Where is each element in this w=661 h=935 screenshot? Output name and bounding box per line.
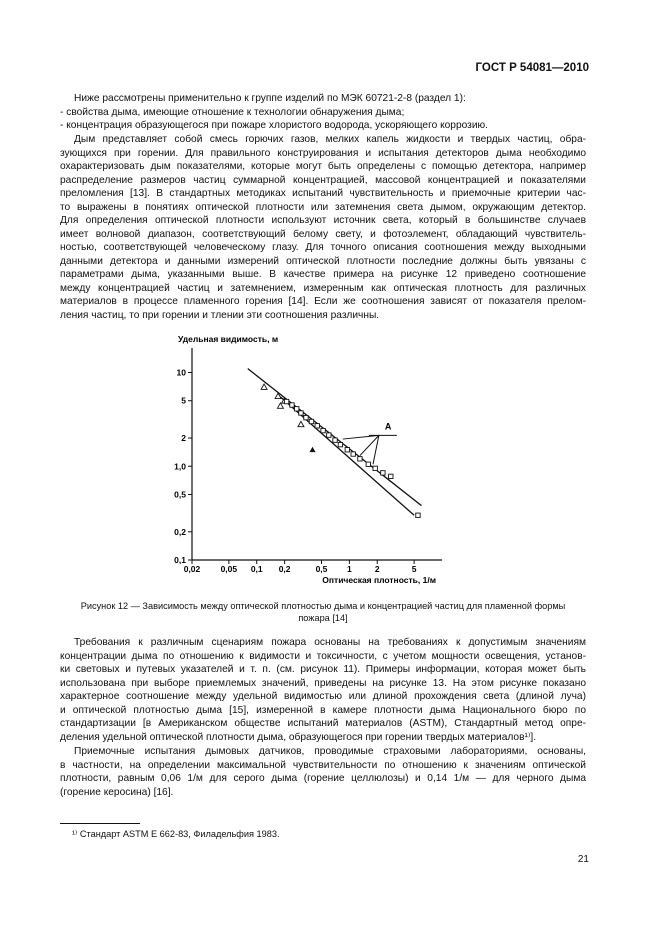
figure-12-chart [150, 320, 480, 590]
y-tick-label: 0,1 [174, 555, 186, 565]
paragraph-line: деления удельной оптической плотности дыма, образующегося при горении твердых материалов¹⁾]. [60, 731, 537, 743]
intro-line: - свойства дыма, имеющие отношение к технологии обнаружения дыма; [60, 106, 405, 118]
footnote: ¹⁾ Стандарт ASTM E 662-83, Филадельфия 1983. [72, 829, 280, 839]
paragraph-line: Для определения оптической плотности используют источник света, который в большинстве случаев [60, 215, 586, 226]
caption-line: Рисунок 12 — Зависимость между оптической плотностью дыма и концентрацией частиц для пламенной формы [80, 601, 566, 611]
data-point-square [299, 411, 303, 415]
x-tick-label: 0,05 [220, 564, 238, 574]
paragraph-line: ностью, соответствующей человеческому глазу. Для точного описания соотношения между выходными [60, 242, 586, 253]
intro-line: Ниже рассмотрены применительно к группе изделий по МЭК 60721-2-8 (раздел 1): [74, 93, 466, 104]
paragraph-fire-scenarios [60, 636, 586, 744]
intro-line: - концентрация образующегося при пожаре хлористого водорода, ускоряющего коррозию. [60, 120, 489, 131]
data-point-square [389, 474, 393, 478]
paragraph-line: плотности, равным 0,06 1/м для серого дыма (горение целлюлозы) и 0,14 1/м — для черного дыма [60, 773, 586, 784]
annotation-label: А [384, 421, 392, 432]
x-axis-title: Оптическая плотность, 1/м [322, 575, 436, 585]
data-point-square [304, 415, 308, 419]
paragraph-line: использована при выборе приемлемых значений, приведены на рисунке 13. На этом рисунке показано [60, 677, 586, 689]
data-point-square [327, 433, 331, 437]
paragraph-line: параметрами дыма, указанными выше. В качестве примера на рисунке 12 приведено соотношение [60, 269, 586, 280]
paragraph-line: распределение размеров частиц суммарной концентрацией, массовой концентрацией и показателями [60, 174, 586, 186]
paragraph-line: ки световых и путевых указателей и т. п. (см. рисунок 11). Примеры информации, которая может быть [60, 664, 586, 675]
document-header: ГОСТ Р 54081—2010 [475, 62, 589, 74]
paragraph-line: Дым представляет собой смесь горючих газов, мелких капель жидкости и твердых частиц, обра- [74, 134, 586, 145]
y-tick-label: 2 [181, 433, 186, 444]
paragraph-smoke-properties [60, 133, 586, 322]
paragraph-line: преломления [13]. В стандартных методиках испытаний чувствительность и приемочные критерии час- [60, 188, 586, 199]
data-point-square [358, 457, 362, 461]
annotation-pointer [373, 435, 379, 464]
data-point-filled-triangle [310, 447, 316, 452]
paragraph-line: Приемочные испытания дымовых датчиков, проводимые страховыми лабораториями, основаны, [74, 746, 586, 757]
paragraph-line: стандартизации [в Американском обществе испытаний материалов (ASTM), Стандартный метод опре- [60, 718, 586, 729]
caption-line: пожара [14] [298, 613, 348, 623]
x-tick-label: 0,5 [315, 564, 328, 574]
data-point-square [333, 438, 337, 442]
paragraph-line: (горение керосина) [16]. [60, 786, 174, 798]
data-point-square [338, 442, 342, 446]
data-point-triangle [298, 421, 304, 426]
paragraph-line: данными детектора и данными измерений оптической плотности последние должны быть увязаны с [60, 255, 586, 267]
x-tick-label: 5 [411, 564, 417, 574]
paragraph-acceptance-tests [60, 745, 586, 799]
y-axis-title: Удельная видимость, м [178, 334, 279, 344]
paragraph-line: материалов в процессе пламенного горения [14]. Если же соотношения зависят от показателя прелом- [60, 296, 586, 307]
footnote-divider [60, 823, 140, 824]
paragraph-line: ления частиц, то при горении и тлении эти соотношения различны. [60, 309, 380, 321]
paragraph-line: Требования к различным сценариям пожара основаны на требованиях к допустимым значениям [74, 637, 586, 648]
intro-block [60, 92, 586, 133]
y-tick-label: 5 [181, 395, 186, 406]
data-point-square [381, 471, 385, 475]
data-point-triangle [261, 384, 267, 389]
y-tick-label: 0,2 [174, 526, 186, 537]
x-tick-label: 1 [347, 564, 352, 574]
x-tick-label: 0,1 [250, 564, 263, 574]
annotation-pointer [343, 435, 379, 439]
paragraph-line: и оптической плотностью дыма [15], измеренной в камере плотности дыма Национального бюро по [60, 704, 586, 716]
data-point-square [373, 466, 377, 470]
figure-caption [60, 600, 586, 624]
y-tick-label: 10 [176, 367, 186, 378]
page-number: 21 [577, 854, 589, 865]
paragraph-line: охарактеризовать дым показателями, которые могут быть определены с помощью детектора, например [60, 161, 586, 172]
trend-line [248, 369, 422, 506]
paragraph-line: имеет волновой диапазон, соответствующий белому свету, и фотоэлемент, обладающий чувствитель- [60, 228, 586, 240]
data-point-square [284, 399, 288, 403]
paragraph-line: то выражены в понятиях оптической плотности или затемнения света дымом, окружающим детектор. [60, 201, 586, 213]
paragraph-line: зующихся при горении. Для правильного конструирования и испытания детекторов дыма необходимо [60, 147, 586, 159]
x-tick-label: 0,2 [278, 564, 291, 574]
x-tick-label: 2 [374, 564, 380, 574]
data-point-square [309, 419, 313, 423]
data-point-square [416, 513, 420, 517]
annotation-pointer [360, 435, 379, 455]
paragraph-line: между концентрацией частиц и затемнением, измеренным как оптическая плотность для различных [60, 282, 586, 294]
data-point-square [295, 407, 299, 411]
paragraph-line: в частности, на определении максимальной чувствительности по отношению к значениям оптической [60, 759, 586, 771]
data-point-triangle [277, 403, 283, 408]
data-point-square [315, 424, 319, 428]
data-point-square [345, 448, 349, 452]
data-point-square [290, 403, 294, 407]
x-tick-label: 0,02 [183, 564, 201, 574]
data-point-square [321, 428, 325, 432]
paragraph-line: характерное соотношение между удельной видимостью или длиной прохождения света (длиной луча) [60, 691, 586, 702]
paragraph-line: концентрации дыма по отношению к видимости и токсичности, с учетом мощности освещения, установ- [60, 650, 586, 662]
data-point-square [366, 462, 370, 466]
y-tick-label: 1,0 [174, 461, 186, 472]
data-point-square [351, 452, 355, 456]
y-tick-label: 0,5 [174, 489, 186, 500]
